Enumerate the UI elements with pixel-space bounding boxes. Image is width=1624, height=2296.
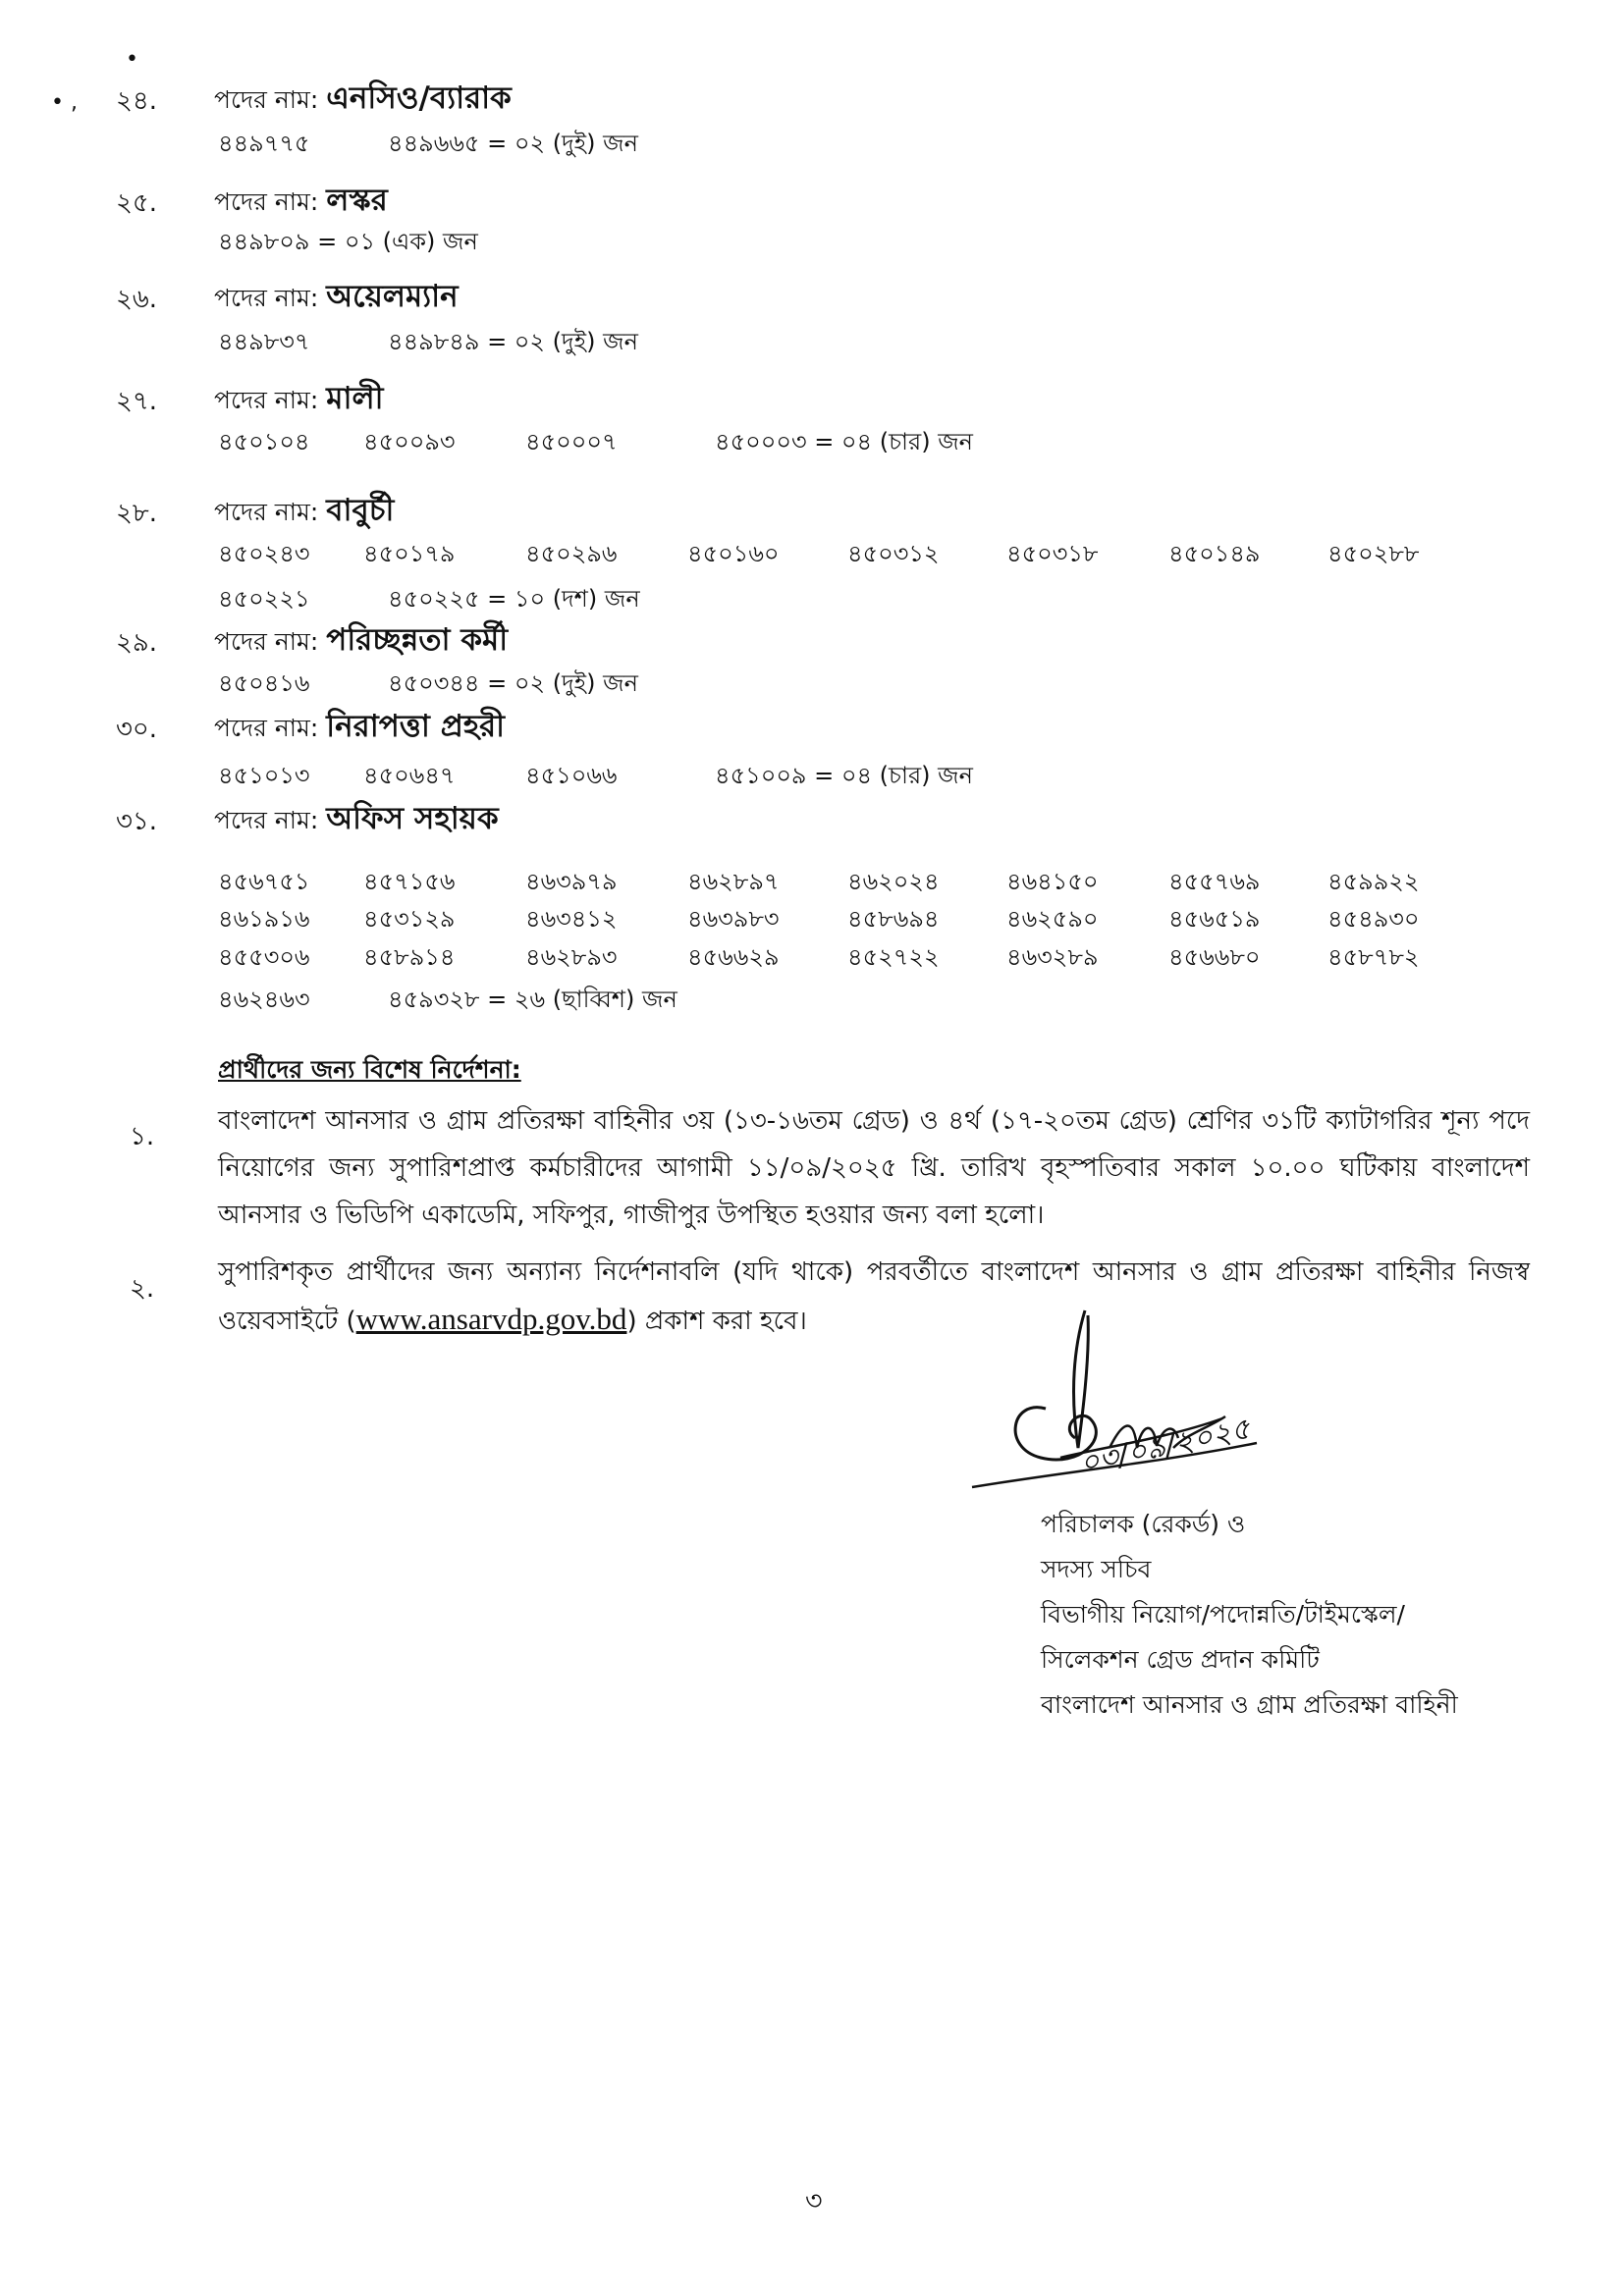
page-number: ৩ xyxy=(805,2186,823,2216)
roll-number: ৪৪৯৮৪৯ = ০২ (দুই) জন xyxy=(388,328,638,355)
roll-number: ৪৪৯৭৭৫ xyxy=(218,130,310,157)
roll-number: ৪৪৯৬৬৫ = ০২ (দুই) জন xyxy=(388,130,638,157)
instruction-text: বাংলাদেশ আনসার ও গ্রাম প্রতিরক্ষা বাহিনীর ৩য় (১৩-১৬তম গ্রেড) ও ৪র্থ (১৭-২০তম গ্রেড) শ্রেণির ৩১টি ক্যাটাগরির শূন্য পদে নিয়োগের জন্য সুপারিশপ্রাপ্ত কর্মচারীদের আগামী ১১/০৯/২০২৫ খ্রি. তারিখ বৃহস্পতিবার সকাল ১০.০০ ঘটিকায় বাংলাদেশ আনসার ও ভিডিপি একাডেমি, সফিপুর, গাজীপুর উপস্থিত হওয়ার জন্য বলা হলো। xyxy=(218,1106,1530,1230)
section-number: ২৫. xyxy=(116,188,158,218)
post-name: পরিচ্ছন্নতা কর্মী xyxy=(326,622,509,658)
roll-number: ৪৪৯৮০৯ = ০১ (এক) জন xyxy=(218,228,478,255)
instruction-text xyxy=(218,1249,1530,1345)
roll-number: ৪৫৬৭৫১ xyxy=(218,868,310,895)
roll-number: ৪৬৩৪১২ xyxy=(525,905,618,933)
post-label: পদের নাম: xyxy=(214,498,319,526)
post-name: নিরাপত্তা প্রহরী xyxy=(326,709,506,744)
roll-number: ৪৫৮৭৮২ xyxy=(1327,943,1420,971)
roll-number: ৪৫০২২১ xyxy=(218,585,310,613)
roll-number: ৪৬২০২৪ xyxy=(847,868,940,895)
roll-number: ৪৫৯৩২৮ = ২৬ (ছাব্বিশ) জন xyxy=(388,986,677,1013)
signatory-line: বিভাগীয় নিয়োগ/পদোন্নতি/টাইমস্কেল/ xyxy=(1041,1600,1405,1629)
roll-number: ৪৫৬৬৮০ xyxy=(1168,943,1261,971)
section-number: ২৮. xyxy=(116,499,158,528)
post-name: বাবুর্চী xyxy=(326,493,395,528)
roll-number: ৪৪৯৮৩৭ xyxy=(218,328,310,355)
roll-number: ৪৫০০০৩ = ০৪ (চার) জন xyxy=(715,428,974,455)
roll-number: ৪৫৮৬৯৪ xyxy=(847,905,940,933)
roll-number: ৪৫০৩৪৪ = ০২ (দুই) জন xyxy=(388,669,638,697)
scan-speck: • , xyxy=(51,90,78,115)
section-number: ৩০. xyxy=(116,715,158,744)
scan-speck: • xyxy=(126,47,138,72)
roll-number: ৪৫৫৭৬৯ xyxy=(1168,868,1261,895)
section-number: ২৭. xyxy=(116,387,158,416)
post-title xyxy=(214,375,383,426)
roll-number: ৪৫০০০৭ xyxy=(525,428,618,455)
roll-number: ৪৬৩২৮৯ xyxy=(1006,943,1099,971)
roll-number: ৪৫৯৯২২ xyxy=(1327,868,1420,895)
roll-number: ৪৫০৩১২ xyxy=(847,540,940,567)
roll-number: ৪৫৪৯৩০ xyxy=(1327,905,1420,933)
roll-number: ৪৫৩১২৯ xyxy=(363,905,456,933)
signatory-line: সদস্য সচিব xyxy=(1041,1555,1152,1583)
roll-number: ৪৬৩৯৮৩ xyxy=(687,905,780,933)
roll-number: ৪৫০১৭৯ xyxy=(363,540,456,567)
roll-number: ৪৬১৯১৬ xyxy=(218,905,310,933)
post-title xyxy=(214,75,512,126)
roll-number: ৪৫০৪১৬ xyxy=(218,669,310,697)
handwritten-signature xyxy=(962,1301,1286,1497)
roll-number: ৪৫০১৪৯ xyxy=(1168,540,1261,567)
roll-number: ৪৫১০১৩ xyxy=(218,762,310,789)
post-name: এনসিও/ব্যারাক xyxy=(326,80,512,116)
roll-number: ৪৬২৫৯০ xyxy=(1006,905,1099,933)
signatory-block xyxy=(1041,1502,1458,1728)
roll-number: ৪৫০২৮৮ xyxy=(1327,540,1420,567)
roll-number: ৪৫১০৬৬ xyxy=(525,762,618,789)
signature-date: ০৩/০৯/২০২৫ xyxy=(1076,1412,1254,1481)
post-title xyxy=(214,487,394,538)
signatory-line: সিলেকশন গ্রেড প্রদান কমিটি xyxy=(1041,1645,1320,1674)
post-label: পদের নাম: xyxy=(214,85,319,114)
signatory-line: বাংলাদেশ আনসার ও গ্রাম প্রতিরক্ষা বাহিনী xyxy=(1041,1690,1458,1719)
roll-number: ৪৫২৭২২ xyxy=(847,943,940,971)
website-link[interactable]: www.ansarvdp.gov.bd xyxy=(355,1302,627,1336)
section-number: ৩১. xyxy=(116,807,158,836)
post-title xyxy=(214,616,508,667)
roll-number: ৪৫০২৯৬ xyxy=(525,540,618,567)
signatory-line: পরিচালক (রেকর্ড) ও xyxy=(1041,1510,1246,1538)
roll-number: ৪৫৫৩০৬ xyxy=(218,943,310,971)
instruction-number: ২. xyxy=(130,1274,155,1304)
post-title xyxy=(214,177,388,228)
post-label: পদের নাম: xyxy=(214,714,319,742)
roll-number: ৪৬২৮৯৭ xyxy=(687,868,780,895)
roll-number: ৪৫০১৬০ xyxy=(687,540,780,567)
section-number: ২৪. xyxy=(116,86,158,116)
roll-number: ৪৫০৬৪৭ xyxy=(363,762,456,789)
roll-number: ৪৫৬৬২৯ xyxy=(687,943,780,971)
instruction-text-part: ) প্রকাশ করা হবে। xyxy=(626,1307,807,1336)
notice-heading: প্রার্থীদের জন্য বিশেষ নির্দেশনা: xyxy=(218,1055,521,1084)
roll-number: ৪৫০২২৫ = ১০ (দশ) জন xyxy=(388,585,640,613)
roll-number: ৪৫০০৯৩ xyxy=(363,428,456,455)
roll-number: ৪৫৮৯১৪ xyxy=(363,943,456,971)
post-name: মালী xyxy=(326,381,384,416)
post-title xyxy=(214,703,505,754)
section-number: ২৬. xyxy=(116,285,158,314)
instruction-number: ১. xyxy=(130,1122,155,1151)
post-name: অয়েলম্যান xyxy=(326,279,459,314)
roll-number: ৪৫৭১৫৬ xyxy=(363,868,456,895)
roll-number: ৪৫০৩১৮ xyxy=(1006,540,1099,567)
post-name: অফিস সহায়ক xyxy=(326,801,499,836)
instruction-text-part: সুপারিশকৃত প্রার্থীদের জন্য অন্যান্য নির্দেশনাবলি (যদি থাকে) পরবর্তীতে বাংলাদেশ আনসার ও গ্রাম প্রতিরক্ষা বাহিনীর নিজস্ব ওয়েবসাইটে ( xyxy=(218,1257,1530,1336)
roll-number: ৪৫১০০৯ = ০৪ (চার) জন xyxy=(715,762,973,789)
roll-number: ৪৫৬৫১৯ xyxy=(1168,905,1261,933)
post-name: লস্কর xyxy=(326,183,388,218)
roll-number: ৪৫০১০৪ xyxy=(218,428,310,455)
post-title xyxy=(214,273,459,324)
post-title xyxy=(214,795,499,846)
roll-number: ৪৫০২৪৩ xyxy=(218,540,310,567)
section-number: ২৯. xyxy=(116,628,158,658)
post-label: পদের নাম: xyxy=(214,187,319,216)
post-label: পদের নাম: xyxy=(214,627,319,656)
post-label: পদের নাম: xyxy=(214,386,319,414)
post-label: পদের নাম: xyxy=(214,806,319,834)
roll-number: ৪৬৩৯৭৯ xyxy=(525,868,618,895)
post-label: পদের নাম: xyxy=(214,284,319,312)
roll-number: ৪৬৪১৫০ xyxy=(1006,868,1099,895)
roll-number: ৪৬২৮৯৩ xyxy=(525,943,618,971)
roll-number: ৪৬২৪৬৩ xyxy=(218,986,310,1013)
